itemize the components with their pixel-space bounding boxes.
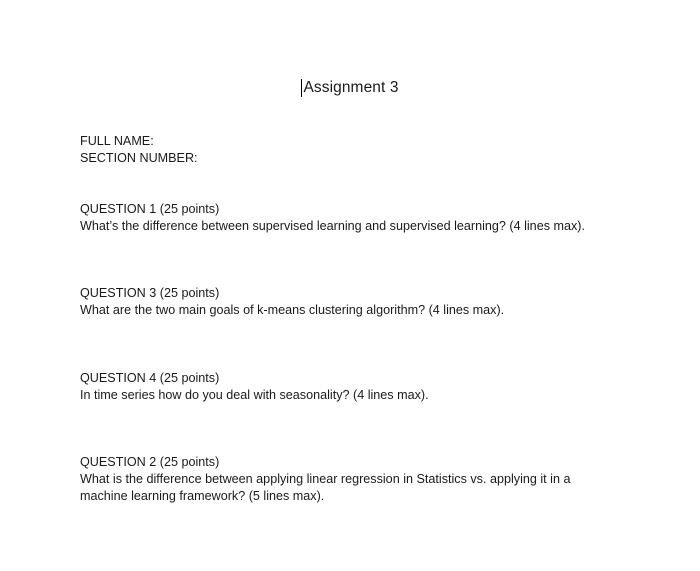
question-1-text: What’s the difference between supervised learning and supervised learning? (4 lines max). <box>80 219 585 233</box>
question-3-heading: QUESTION 3 (25 points) <box>80 286 220 300</box>
text-cursor <box>301 79 302 97</box>
question-4-text: In time series how do you deal with seasonality? (4 lines max). <box>80 388 429 402</box>
question-2-text-line-2: machine learning framework? (5 lines max). <box>80 489 325 503</box>
question-4-heading: QUESTION 4 (25 points) <box>80 371 220 385</box>
page-title: Assignment 3 <box>303 79 399 96</box>
section-number-label: SECTION NUMBER: <box>80 151 198 165</box>
question-3-text: What are the two main goals of k-means clustering algorithm? (4 lines max). <box>80 303 505 317</box>
title-line <box>0 78 700 98</box>
question-2-text-line-1: What is the difference between applying linear regression in Statistics vs. applying it in a <box>80 472 571 486</box>
title-container[interactable] <box>301 78 398 98</box>
question-2-heading: QUESTION 2 (25 points) <box>80 455 220 469</box>
full-name-label: FULL NAME: <box>80 134 154 148</box>
question-1-heading: QUESTION 1 (25 points) <box>80 202 220 216</box>
